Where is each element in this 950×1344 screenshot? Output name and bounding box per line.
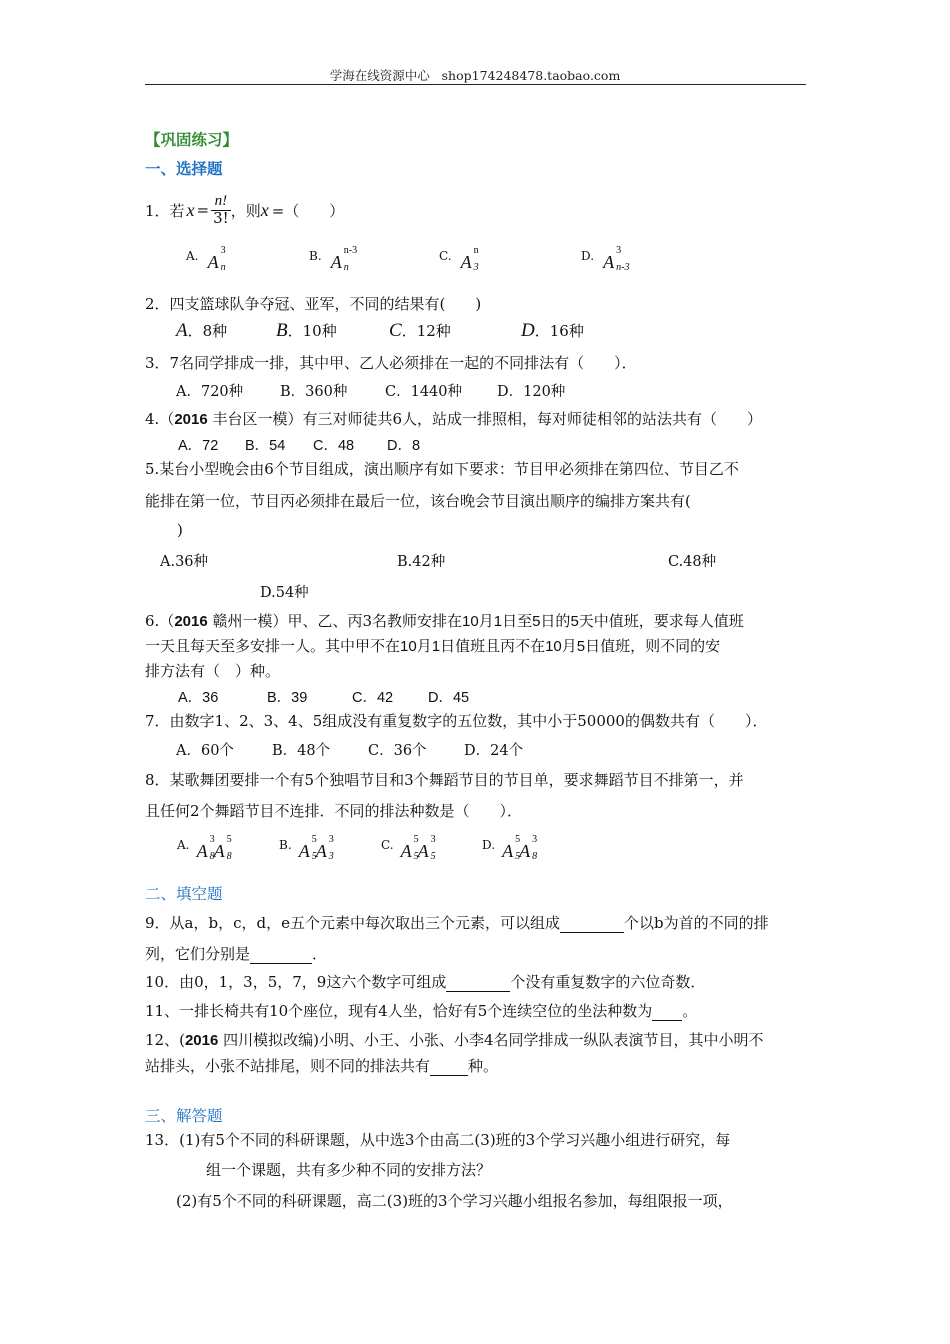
q8-option-a: A. A 3 8 A 5 8 [177,834,232,862]
perm-symbol: A 3 n [207,245,226,273]
q1-fraction [211,194,231,227]
header-divider [145,84,806,85]
perm-symbol: A n-3 n [330,245,358,273]
q4-option-b: B．54 [245,438,286,454]
q8-option-c: C. A 5 5 A 3 5 [381,834,436,862]
q4-option-d: D．8 [387,438,421,454]
perm-symbol: A 3 8 [519,834,538,862]
question-9-line1: 9．从a，b，c，d，e五个元素中每次取出三个元素，可以组成 个以b为首的不同的排 [145,914,769,932]
q1-option-c: C. A n 3 [439,245,479,273]
q6-option-c: C．42 [352,690,394,706]
page-header [145,66,805,84]
q3-option-b: B．360种 [280,384,348,400]
header-url: shop174248478.taobao.com [441,68,621,83]
question-3: 3．7名同学排成一排，其中甲、乙人必须排在一起的不同排法有（ ）． [145,354,637,372]
question-4: 4.（2016 丰台区一模）有三对师徒共6人，站成一排照相，每对师徒相邻的站法共有（ ） [145,410,763,428]
q6-option-b: B．39 [267,690,308,706]
perm-symbol: A 5 8 [213,834,232,862]
section-choice: 一、选择题 [145,159,223,178]
answer-blank[interactable] [446,991,510,992]
question-7: 7．由数字1、2、3、4、5组成没有重复数字的五位数，其中小于50000的偶数共有（ ）． [145,712,768,730]
q7-option-b: B．48个 [272,743,331,759]
q1-denominator: 3! [213,208,229,227]
perm-symbol: A n 3 [460,245,479,273]
q6-option-a: A．36 [178,690,219,706]
q1-eq2: =（ ） [271,201,345,220]
question-12-line1: 12、(2016 四川模拟改编)小明、小王、小张、小李4名同学排成一纵队表演节目，其中小明不 [145,1031,764,1049]
q2-option-c: C．12种 [389,320,451,341]
q8-option-b: B. A 5 5 A 3 3 [279,834,334,862]
question-8-line2: 且任何2个舞蹈节目不连排．不同的排法种数是（ ）． [145,802,523,820]
q2-option-a: A．8种 [176,320,228,341]
question-10: 10．由0，1，3，5，7，9这六个数字可组成 个没有重复数字的六位奇数． [145,973,706,991]
answer-blank[interactable] [430,1075,468,1076]
q8-option-d: D. A 5 5 A 3 8 [482,834,538,862]
perm-symbol: A 5 5 [502,834,521,862]
q4-option-a: A．72 [178,438,219,454]
q5-option-b: B.42种 [397,554,446,570]
q1-option-b: B. A n-3 n [309,245,358,273]
perm-symbol: A 3 3 [315,834,334,862]
question-5-line2: 能排在第一位，节目丙必须排在最后一位，该台晚会节目演出顺序的编排方案共有( [145,492,691,510]
question-8-line1: 8．某歌舞团要排一个有5个独唱节目和3个舞蹈节目的节目单，要求舞蹈节目不排第一，并 [145,771,744,789]
q6-option-d: D．45 [428,690,470,706]
q5-option-a: A.36种 [160,554,209,570]
section-practice: 【巩固练习】 [145,130,239,149]
question-6-line2: 一天且每天至多安排一人。其中甲不在10月1日值班且丙不在10月5日值班，则不同的安 [145,637,721,655]
q1-numerator: n! [211,194,231,211]
question-13-part1-line1: 13．(1)有5个不同的科研课题，从中选3个由高二(3)班的3个学习兴趣小组进行研究，每 [145,1131,731,1149]
q4-option-c: C．48 [313,438,355,454]
section-answer: 三、解答题 [145,1107,223,1125]
q1-mid: ，则 [230,201,261,220]
perm-symbol: A 3 5 [417,834,436,862]
perm-symbol: A 3 8 [196,834,215,862]
answer-blank[interactable] [560,932,624,933]
q3-option-a: A．720种 [176,384,244,400]
question-9-line2: 列，它们分别是 ． [145,945,328,963]
answer-blank[interactable] [250,963,312,964]
perm-symbol: A 5 5 [298,834,317,862]
question-13-part2-line1: (2)有5个不同的科研课题，高二(3)班的3个学习兴趣小组报名参加，每组限报一项， [176,1192,733,1210]
question-11: 11、一排长椅共有10个座位，现有4人坐，恰好有5个连续空位的坐法种数为 。 [145,1002,698,1020]
question-5-line3: ) [177,521,183,539]
header-site: 学海在线资源中心 [329,68,430,83]
q2-option-b: B．10种 [276,320,337,341]
q1-x: x [186,199,195,220]
q5-option-c: C.48种 [668,554,717,570]
question-5-line1: 5.某台小型晚会由6个节目组成，演出顺序有如下要求：节目甲必须排在第四位、节目乙不 [145,460,739,478]
q7-option-a: A．60个 [176,743,234,759]
q3-option-d: D．120种 [497,384,566,400]
perm-symbol: A 5 5 [400,834,419,862]
q1-option-a: A. A 3 n [186,245,226,273]
section-fill: 二、填空题 [145,885,223,903]
perm-symbol: A 3 n-3 [603,245,630,273]
q1-pre: 1．若 [145,201,185,220]
q1-x2: x [260,199,269,220]
q5-option-d: D.54种 [260,585,309,601]
question-1 [145,188,344,232]
q7-option-c: C．36个 [368,743,427,759]
q1-option-d: D. A 3 n-3 [581,245,630,273]
question-12-line2: 站排头，小张不站排尾，则不同的排法共有 种。 [145,1057,499,1075]
q2-option-d: D．16种 [521,320,584,341]
question-6-line1: 6.（2016 赣州一模）甲、乙、丙3名教师安排在10月1日至5日的5天中值班，要求每人值班 [145,612,744,630]
question-2: 2．四支篮球队争夺冠、亚军，不同的结果有( ) [145,295,482,313]
answer-blank[interactable] [652,1020,682,1021]
q1-eq: = [196,201,210,219]
question-6-line3: 排方法有（ ）种。 [145,662,281,680]
q3-option-c: C．1440种 [385,384,462,400]
q7-option-d: D．24个 [464,743,524,759]
question-13-part1-line2: 组一个课题，共有多少种不同的安排方法？ [206,1161,492,1179]
